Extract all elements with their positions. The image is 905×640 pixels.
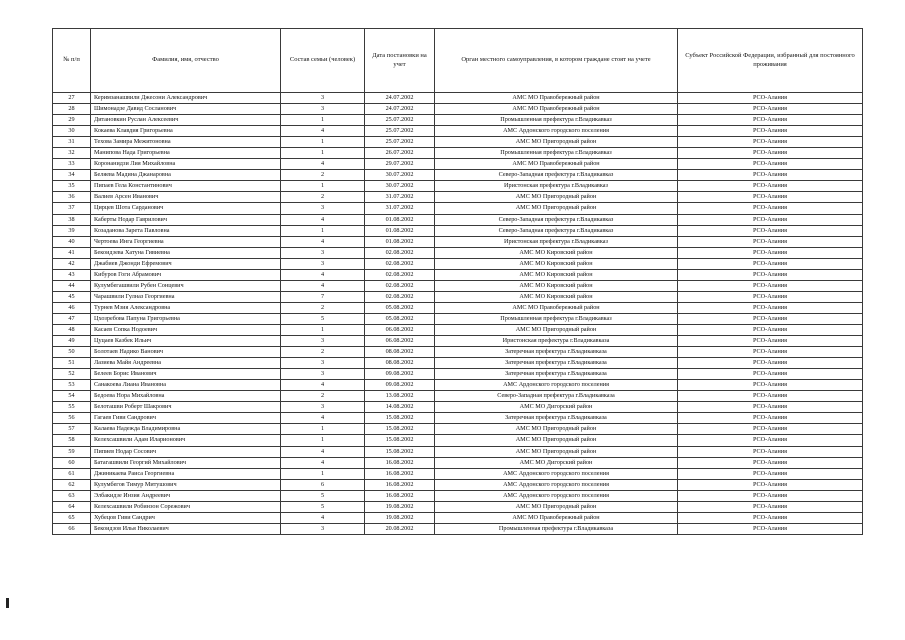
cell-num: 30	[53, 126, 91, 137]
table-row	[53, 148, 863, 159]
cell-org: Промышленная префектура г.Владикавказ	[435, 115, 678, 126]
cell-family: 1	[281, 181, 365, 192]
cell-date: 26.07.2002	[365, 148, 435, 159]
cell-date: 15.08.2002	[365, 424, 435, 435]
margin-mark	[6, 598, 9, 608]
cell-name: Коронанидзи Лия Михайловна	[91, 159, 281, 170]
cell-date: 02.08.2002	[365, 291, 435, 302]
cell-name: Келехсашвили Робинзон Сорежович	[91, 501, 281, 512]
cell-date: 13.08.2002	[365, 391, 435, 402]
cell-org: АМС МО Пригородный район	[435, 446, 678, 457]
cell-num: 49	[53, 336, 91, 347]
table-row	[53, 457, 863, 468]
cell-num: 47	[53, 313, 91, 324]
cell-org: Затеречная префектура г.Владикавказа	[435, 358, 678, 369]
cell-org: Затеречная префектура г.Владикавказа	[435, 413, 678, 424]
cell-num: 53	[53, 380, 91, 391]
cell-family: 1	[281, 468, 365, 479]
cell-num: 27	[53, 93, 91, 104]
cell-subject: РСО-Алания	[678, 291, 863, 302]
cell-family: 4	[281, 457, 365, 468]
cell-name: Гагаев Гиви Сандрович	[91, 413, 281, 424]
cell-subject: РСО-Алания	[678, 280, 863, 291]
table-row	[53, 347, 863, 358]
cell-family: 2	[281, 170, 365, 181]
cell-date: 25.07.2002	[365, 115, 435, 126]
cell-family: 2	[281, 347, 365, 358]
cell-num: 35	[53, 181, 91, 192]
cell-num: 54	[53, 391, 91, 402]
table-row	[53, 159, 863, 170]
cell-subject: РСО-Алания	[678, 523, 863, 534]
cell-name: Бекоидзов Илья Николаевич	[91, 523, 281, 534]
header-date: Дата постановки на учет	[365, 29, 435, 93]
cell-num: 44	[53, 280, 91, 291]
cell-date: 16.08.2002	[365, 490, 435, 501]
cell-subject: РСО-Алания	[678, 391, 863, 402]
cell-num: 65	[53, 512, 91, 523]
cell-subject: РСО-Алания	[678, 159, 863, 170]
cell-subject: РСО-Алания	[678, 336, 863, 347]
table-row	[53, 446, 863, 457]
cell-date: 02.08.2002	[365, 269, 435, 280]
cell-org: АМС МО Правобережный район	[435, 104, 678, 115]
cell-org: АМС Ардонского городского поселения	[435, 490, 678, 501]
cell-name: Белоташви Роберт Шакрович	[91, 402, 281, 413]
cell-org: АМС МО Правобережный район	[435, 302, 678, 313]
cell-org: Промышленная префектура г.Владикавказ	[435, 313, 678, 324]
cell-name: Керимзанашвили Джесони Александрович	[91, 93, 281, 104]
table-row	[53, 203, 863, 214]
cell-date: 19.08.2002	[365, 501, 435, 512]
cell-num: 42	[53, 258, 91, 269]
table-row	[53, 468, 863, 479]
table-row	[53, 115, 863, 126]
cell-subject: РСО-Алания	[678, 302, 863, 313]
cell-name: Санакоева Лиана Ивановна	[91, 380, 281, 391]
cell-date: 31.07.2002	[365, 192, 435, 203]
cell-date: 31.07.2002	[365, 203, 435, 214]
cell-date: 24.07.2002	[365, 93, 435, 104]
cell-subject: РСО-Алания	[678, 192, 863, 203]
document-sheet	[52, 28, 862, 535]
cell-date: 24.07.2002	[365, 104, 435, 115]
table-row	[53, 104, 863, 115]
cell-subject: РСО-Алания	[678, 214, 863, 225]
cell-family: 3	[281, 402, 365, 413]
table-row	[53, 424, 863, 435]
cell-date: 08.08.2002	[365, 347, 435, 358]
cell-org: АМС МО Кировский район	[435, 258, 678, 269]
cell-num: 55	[53, 402, 91, 413]
cell-num: 57	[53, 424, 91, 435]
cell-family: 3	[281, 203, 365, 214]
cell-org: Иристонская префектура г.Владикавказ	[435, 236, 678, 247]
cell-org: АМС МО Кировский район	[435, 280, 678, 291]
table-row	[53, 214, 863, 225]
cell-org: Северо-Западная префектура г.Владикавказа	[435, 391, 678, 402]
cell-num: 56	[53, 413, 91, 424]
table-row	[53, 269, 863, 280]
cell-name: Козаданова Зарета Павловна	[91, 225, 281, 236]
cell-family: 3	[281, 247, 365, 258]
cell-num: 64	[53, 501, 91, 512]
cell-subject: РСО-Алания	[678, 258, 863, 269]
cell-subject: РСО-Алания	[678, 93, 863, 104]
cell-date: 15.08.2002	[365, 435, 435, 446]
cell-name: Пипиев Нодар Сосович	[91, 446, 281, 457]
cell-date: 09.08.2002	[365, 380, 435, 391]
cell-num: 41	[53, 247, 91, 258]
cell-date: 15.08.2002	[365, 413, 435, 424]
table-row	[53, 501, 863, 512]
table-row	[53, 258, 863, 269]
table-row	[53, 181, 863, 192]
cell-date: 29.07.2002	[365, 159, 435, 170]
table-row	[53, 280, 863, 291]
cell-name: Турнев Мзия Александровна	[91, 302, 281, 313]
cell-date: 06.08.2002	[365, 336, 435, 347]
cell-num: 31	[53, 137, 91, 148]
cell-date: 16.08.2002	[365, 457, 435, 468]
cell-org: Иристонская префектура г.Владикавказа	[435, 336, 678, 347]
cell-date: 01.08.2002	[365, 225, 435, 236]
cell-org: АМС МО Пригородный район	[435, 424, 678, 435]
cell-name: Цуцаев Казбек Ильич	[91, 336, 281, 347]
cell-name: Чертоева Инга Георгиевна	[91, 236, 281, 247]
cell-name: Валиев Арсен Иванович	[91, 192, 281, 203]
cell-family: 1	[281, 225, 365, 236]
cell-subject: РСО-Алания	[678, 413, 863, 424]
cell-name: Дитановкин Руслан Алексеевич	[91, 115, 281, 126]
cell-name: Манипова Нада Григорьевна	[91, 148, 281, 159]
cell-date: 25.07.2002	[365, 137, 435, 148]
cell-subject: РСО-Алания	[678, 501, 863, 512]
cell-num: 66	[53, 523, 91, 534]
cell-date: 30.07.2002	[365, 181, 435, 192]
cell-name: Джиникаева Раиса Георгиевна	[91, 468, 281, 479]
cell-num: 28	[53, 104, 91, 115]
table-row	[53, 170, 863, 181]
table-row	[53, 380, 863, 391]
table-row	[53, 291, 863, 302]
header-name: Фамилия, имя, отчество	[91, 29, 281, 93]
cell-family: 1	[281, 324, 365, 335]
cell-date: 01.08.2002	[365, 236, 435, 247]
cell-num: 39	[53, 225, 91, 236]
cell-name: Касаев Сопка Нодоевич	[91, 324, 281, 335]
cell-date: 05.08.2002	[365, 302, 435, 313]
cell-family: 6	[281, 479, 365, 490]
cell-name: Джабиев Джонди Ефремович	[91, 258, 281, 269]
table-body	[53, 93, 863, 535]
cell-org: АМС МО Дигорский район	[435, 402, 678, 413]
header-family: Состав семьи (человек)	[281, 29, 365, 93]
cell-name: Бедоева Нора Михайловна	[91, 391, 281, 402]
table-row	[53, 236, 863, 247]
cell-subject: РСО-Алания	[678, 236, 863, 247]
table-row	[53, 479, 863, 490]
cell-org: АМС Ардонского городского поселения	[435, 380, 678, 391]
cell-org: АМС МО Кировский район	[435, 269, 678, 280]
cell-num: 33	[53, 159, 91, 170]
cell-date: 05.08.2002	[365, 313, 435, 324]
cell-org: Промышленная префектура г.Владикавказ	[435, 148, 678, 159]
cell-family: 3	[281, 93, 365, 104]
cell-family: 3	[281, 369, 365, 380]
cell-date: 02.08.2002	[365, 247, 435, 258]
table-row	[53, 512, 863, 523]
cell-subject: РСО-Алания	[678, 313, 863, 324]
cell-num: 60	[53, 457, 91, 468]
cell-num: 62	[53, 479, 91, 490]
cell-org: АМС МО Правобережный район	[435, 159, 678, 170]
cell-family: 4	[281, 280, 365, 291]
cell-name: Кибуров Гоги Абрамович	[91, 269, 281, 280]
cell-family: 2	[281, 192, 365, 203]
table-row	[53, 490, 863, 501]
table-row	[53, 192, 863, 203]
table-row	[53, 302, 863, 313]
cell-org: Промышленная префектура г.Владикавказа	[435, 523, 678, 534]
cell-org: Северо-Западная префектура г.Владикавказ	[435, 170, 678, 181]
cell-family: 1	[281, 137, 365, 148]
cell-date: 09.08.2002	[365, 369, 435, 380]
header-subject: Субъект Российской Федерации, избранный для постоянного проживания	[678, 29, 863, 93]
cell-family: 4	[281, 512, 365, 523]
cell-subject: РСО-Алания	[678, 104, 863, 115]
cell-num: 58	[53, 435, 91, 446]
table-row	[53, 336, 863, 347]
cell-num: 36	[53, 192, 91, 203]
cell-org: АМС МО Кировский район	[435, 247, 678, 258]
cell-subject: РСО-Алания	[678, 490, 863, 501]
cell-subject: РСО-Алания	[678, 225, 863, 236]
cell-subject: РСО-Алания	[678, 468, 863, 479]
cell-date: 19.08.2002	[365, 512, 435, 523]
cell-family: 3	[281, 523, 365, 534]
table-row	[53, 523, 863, 534]
cell-num: 45	[53, 291, 91, 302]
cell-org: Северо-Западная префектура г.Владикавказ	[435, 214, 678, 225]
cell-org: АМС МО Дигорский район	[435, 457, 678, 468]
cell-num: 34	[53, 170, 91, 181]
cell-subject: РСО-Алания	[678, 512, 863, 523]
cell-date: 20.08.2002	[365, 523, 435, 534]
cell-family: 3	[281, 336, 365, 347]
cell-name: Келехсашвили Адам Иларионович	[91, 435, 281, 446]
table-row	[53, 391, 863, 402]
cell-org: АМС МО Пригородный район	[435, 137, 678, 148]
cell-subject: РСО-Алания	[678, 170, 863, 181]
cell-family: 4	[281, 214, 365, 225]
cell-num: 50	[53, 347, 91, 358]
cell-org: АМС МО Кировский район	[435, 291, 678, 302]
header-org: Орган местного самоуправления, в котором граждане стоят на учете	[435, 29, 678, 93]
cell-date: 15.08.2002	[365, 446, 435, 457]
cell-name: Цхозребова Папуна Григорьевна	[91, 313, 281, 324]
cell-name: Цирцев Шота Сарданович	[91, 203, 281, 214]
table-row	[53, 402, 863, 413]
cell-family: 4	[281, 269, 365, 280]
cell-org: АМС Ардонского городского поселения	[435, 468, 678, 479]
cell-name: Шимонадзе Давид Сосланович	[91, 104, 281, 115]
cell-family: 3	[281, 104, 365, 115]
cell-org: АМС МО Пригородный район	[435, 203, 678, 214]
cell-family: 7	[281, 291, 365, 302]
cell-name: Чарашвили Гулназ Георгиевна	[91, 291, 281, 302]
cell-family: 4	[281, 236, 365, 247]
cell-name: Кулумбегов Тимур Митушович	[91, 479, 281, 490]
cell-name: Беляева Мадина Джанаровна	[91, 170, 281, 181]
cell-num: 48	[53, 324, 91, 335]
table-row	[53, 369, 863, 380]
cell-num: 43	[53, 269, 91, 280]
cell-name: Бекоидзева Хатуна Гивиевна	[91, 247, 281, 258]
cell-date: 14.08.2002	[365, 402, 435, 413]
cell-num: 29	[53, 115, 91, 126]
cell-num: 38	[53, 214, 91, 225]
cell-subject: РСО-Алания	[678, 424, 863, 435]
cell-family: 2	[281, 302, 365, 313]
table-row	[53, 435, 863, 446]
cell-family: 4	[281, 126, 365, 137]
cell-family: 5	[281, 501, 365, 512]
cell-subject: РСО-Алания	[678, 380, 863, 391]
cell-org: АМС МО Пригородный район	[435, 192, 678, 203]
cell-org: АМС МО Пригородный район	[435, 324, 678, 335]
cell-name: Хубецов Гиви Сандрич	[91, 512, 281, 523]
cell-subject: РСО-Алания	[678, 203, 863, 214]
table-row	[53, 93, 863, 104]
cell-subject: РСО-Алания	[678, 435, 863, 446]
cell-name: Белеев Борис Иванович	[91, 369, 281, 380]
table-row	[53, 126, 863, 137]
table-row	[53, 225, 863, 236]
cell-name: Лазиева Майя Андреевна	[91, 358, 281, 369]
cell-family: 3	[281, 358, 365, 369]
cell-subject: РСО-Алания	[678, 369, 863, 380]
table-row	[53, 137, 863, 148]
cell-num: 61	[53, 468, 91, 479]
cell-num: 37	[53, 203, 91, 214]
table-row	[53, 324, 863, 335]
cell-family: 5	[281, 490, 365, 501]
cell-date: 25.07.2002	[365, 126, 435, 137]
cell-subject: РСО-Алания	[678, 324, 863, 335]
cell-date: 02.08.2002	[365, 258, 435, 269]
cell-org: Затеречная префектура г.Владикавказа	[435, 369, 678, 380]
cell-name: Пипаев Гела Константинович	[91, 181, 281, 192]
cell-org: АМС Ардонского городского поселения	[435, 479, 678, 490]
cell-subject: РСО-Алания	[678, 148, 863, 159]
cell-date: 06.08.2002	[365, 324, 435, 335]
cell-subject: РСО-Алания	[678, 479, 863, 490]
cell-family: 3	[281, 258, 365, 269]
cell-subject: РСО-Алания	[678, 137, 863, 148]
registry-table	[52, 28, 863, 535]
cell-date: 30.07.2002	[365, 170, 435, 181]
cell-num: 59	[53, 446, 91, 457]
cell-name: Техова Замира Межитоновна	[91, 137, 281, 148]
cell-subject: РСО-Алания	[678, 126, 863, 137]
cell-name: Калаева Надежда Владимировна	[91, 424, 281, 435]
cell-family: 4	[281, 159, 365, 170]
cell-family: 1	[281, 148, 365, 159]
cell-family: 5	[281, 313, 365, 324]
cell-org: Затеречная префектура г.Владикавказа	[435, 347, 678, 358]
cell-subject: РСО-Алания	[678, 402, 863, 413]
cell-org: АМС МО Пригородный район	[435, 501, 678, 512]
cell-subject: РСО-Алания	[678, 358, 863, 369]
cell-org: Иристонская префектура г.Владикавказ	[435, 181, 678, 192]
cell-name: Каберты Нодар Гаврилович	[91, 214, 281, 225]
cell-name: Кулумбегашвили Рубен Сонцевич	[91, 280, 281, 291]
cell-org: Северо-Западная префектура г.Владикавказ	[435, 225, 678, 236]
cell-family: 4	[281, 380, 365, 391]
cell-subject: РСО-Алания	[678, 115, 863, 126]
cell-name: Кокаева Клавдия Григорьевна	[91, 126, 281, 137]
cell-date: 16.08.2002	[365, 479, 435, 490]
cell-date: 08.08.2002	[365, 358, 435, 369]
cell-subject: РСО-Алания	[678, 181, 863, 192]
cell-org: АМС МО Правобережный район	[435, 93, 678, 104]
table-row	[53, 313, 863, 324]
cell-subject: РСО-Алания	[678, 457, 863, 468]
cell-date: 02.08.2002	[365, 280, 435, 291]
cell-org: АМС МО Правобережный район	[435, 512, 678, 523]
cell-date: 01.08.2002	[365, 214, 435, 225]
table-header-row	[53, 29, 863, 93]
cell-num: 52	[53, 369, 91, 380]
cell-num: 63	[53, 490, 91, 501]
cell-subject: РСО-Алания	[678, 269, 863, 280]
cell-family: 1	[281, 424, 365, 435]
cell-date: 16.08.2002	[365, 468, 435, 479]
table-row	[53, 358, 863, 369]
cell-num: 51	[53, 358, 91, 369]
cell-family: 2	[281, 391, 365, 402]
cell-name: Болотаев Надико Ванович	[91, 347, 281, 358]
table-row	[53, 413, 863, 424]
cell-org: АМС МО Пригородный район	[435, 435, 678, 446]
cell-family: 4	[281, 446, 365, 457]
header-num: № п/п	[53, 29, 91, 93]
cell-num: 32	[53, 148, 91, 159]
cell-subject: РСО-Алания	[678, 247, 863, 258]
cell-num: 46	[53, 302, 91, 313]
cell-family: 1	[281, 435, 365, 446]
cell-org: АМС Ардонского городского поселения	[435, 126, 678, 137]
table-row	[53, 247, 863, 258]
cell-name: Элбакидзе Инзия Андреевич	[91, 490, 281, 501]
cell-subject: РСО-Алания	[678, 446, 863, 457]
cell-family: 4	[281, 413, 365, 424]
cell-num: 40	[53, 236, 91, 247]
cell-family: 1	[281, 115, 365, 126]
cell-name: Батагашвили Георгий Михайлович	[91, 457, 281, 468]
cell-subject: РСО-Алания	[678, 347, 863, 358]
